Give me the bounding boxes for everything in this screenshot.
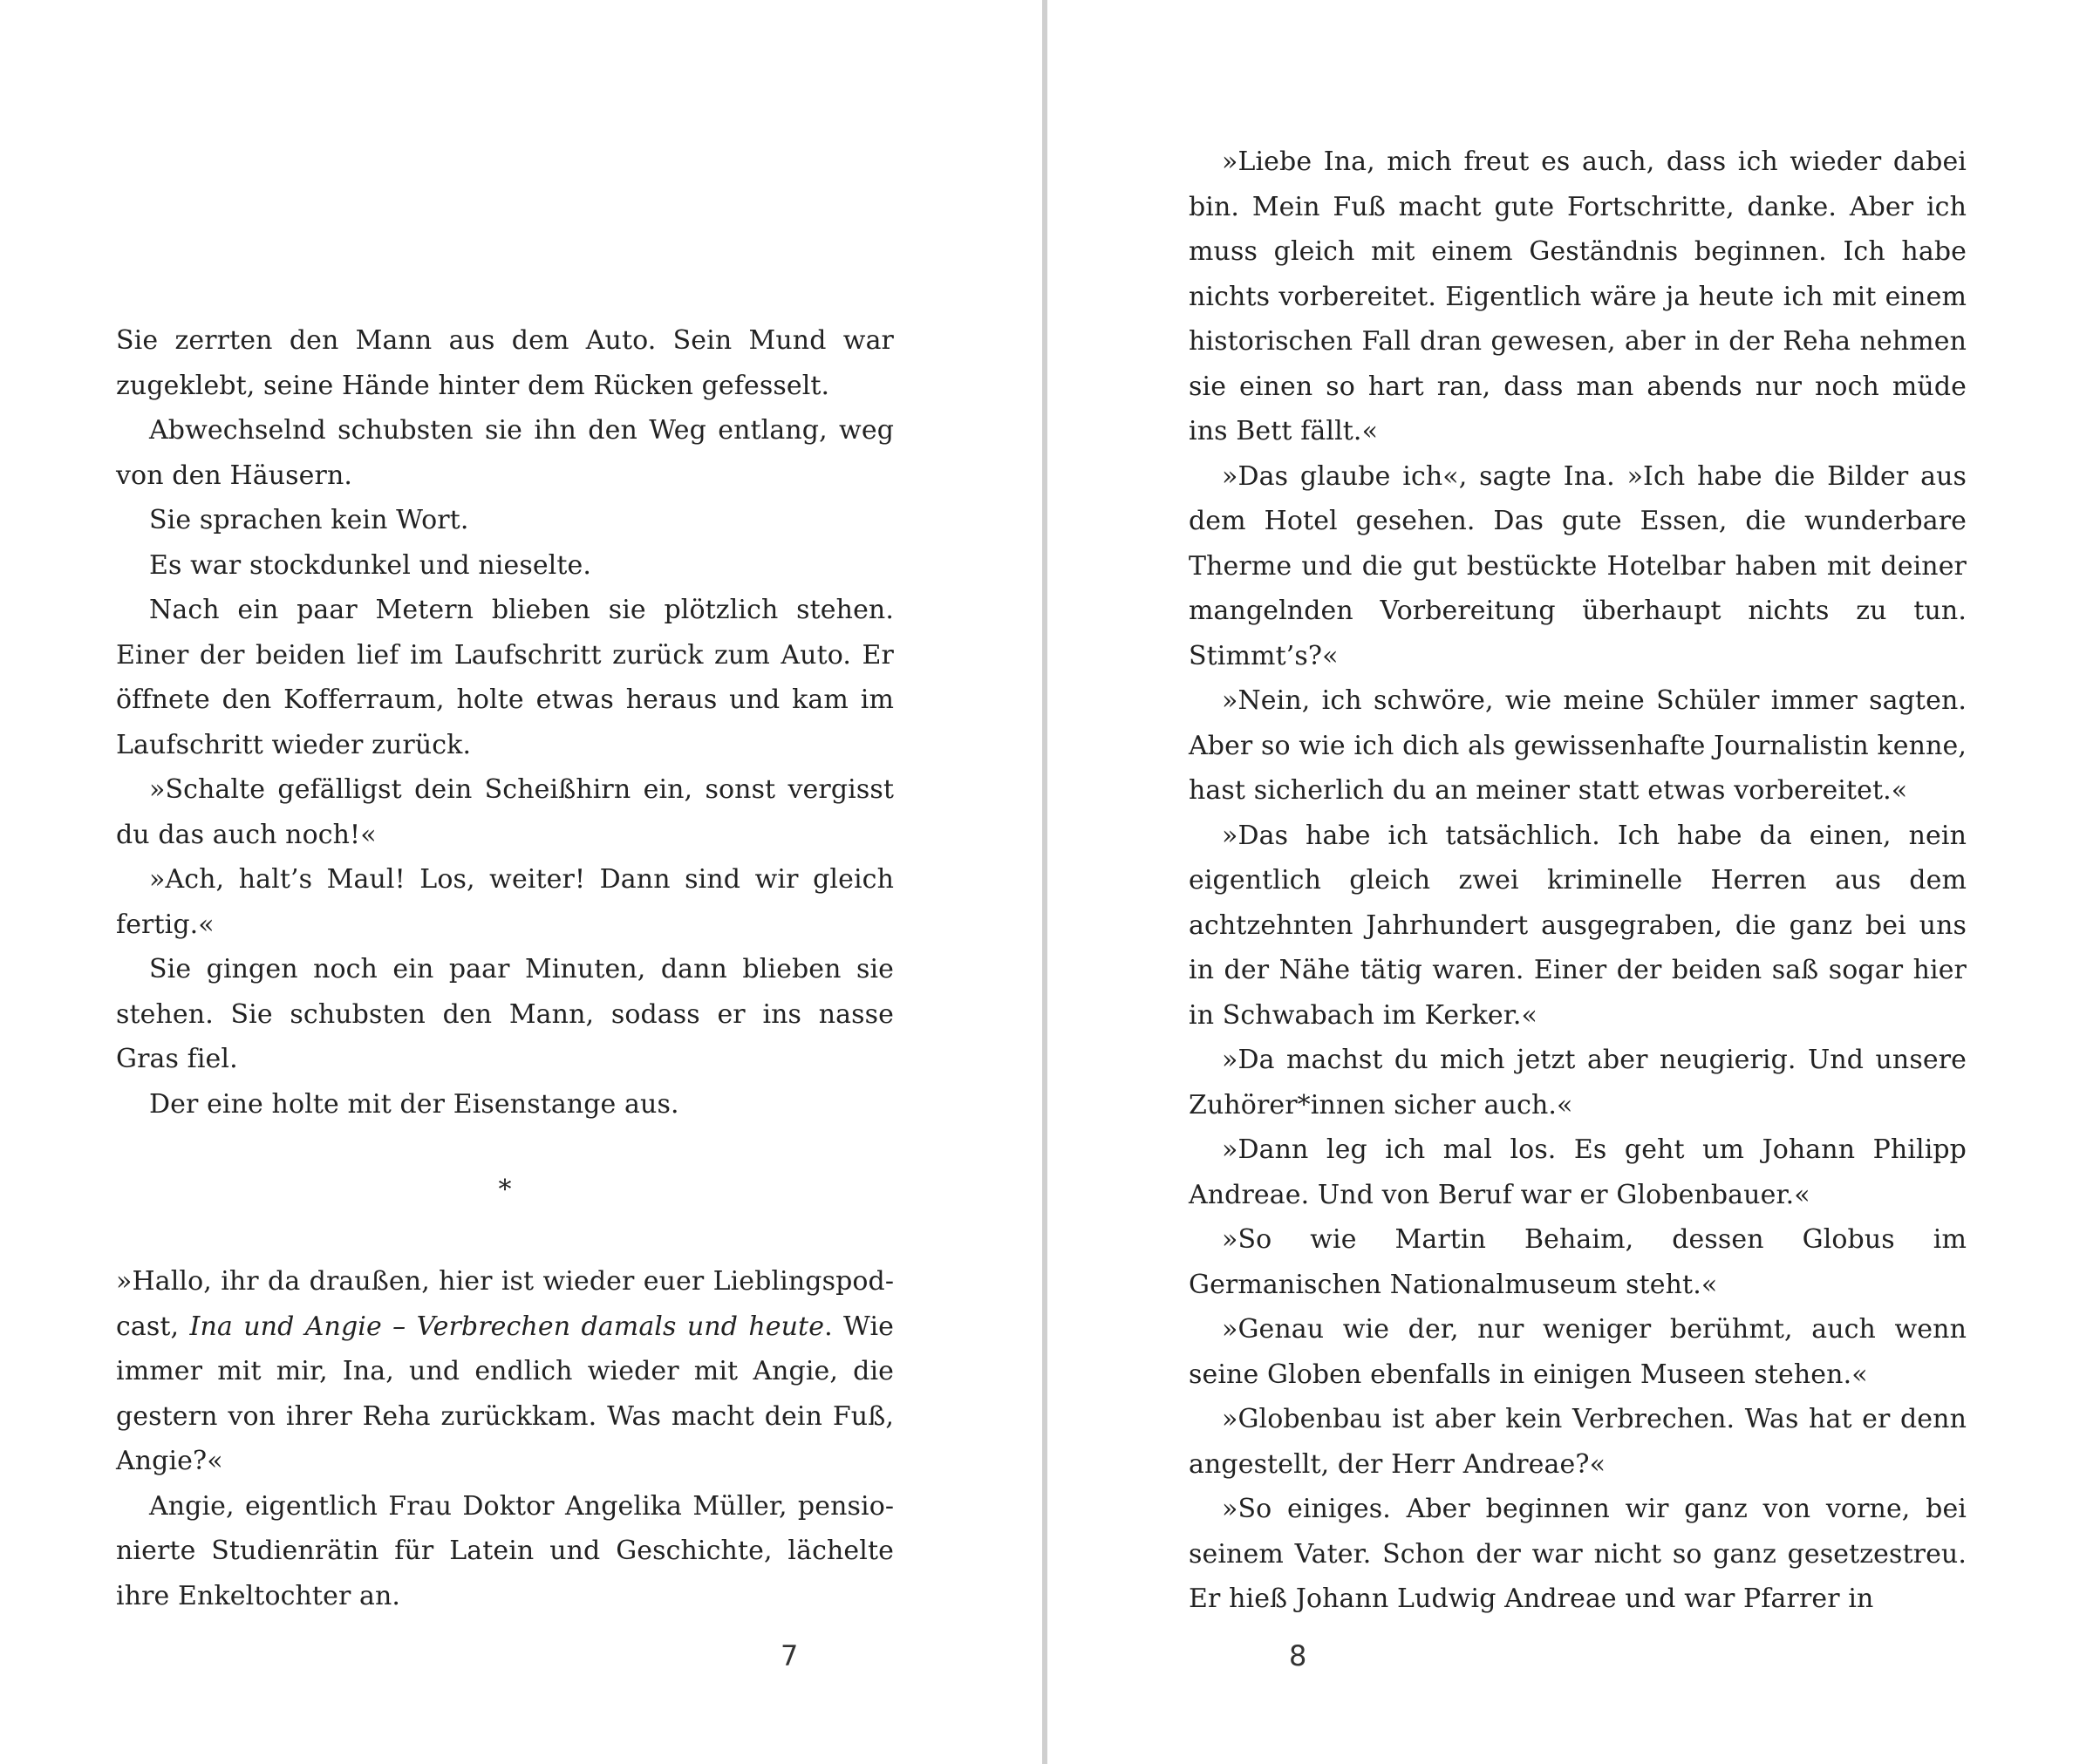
podcast-show-title: Ina und Angie – Verbrechen damals und heute [189, 1311, 825, 1342]
paragraph: Nach ein paar Metern blieben sie plötzlich stehen. Einer der beiden lief im Laufschritt zurück zum Auto. Er öffnete den Kofferraum, holte etwas heraus und kam im Laufschritt wieder zurück. [116, 595, 894, 760]
paragraph: »Dann leg ich mal los. Es geht um Johann Philipp Andreae. Und von Beruf war er Globenbauer.« [1189, 1134, 1967, 1210]
podcast-intro-after: . Wie immer mit mir, Ina, und endlich wieder mit Angie, die gestern von ihrer Reha zurückkam. Was macht dein Fuß, Angie?« [116, 1311, 895, 1476]
paragraph: Sie zerrten den Mann aus dem Auto. Sein Mund war zugeklebt, seine Hände hinter dem Rücken gefesselt. [116, 325, 894, 401]
left-page-text-bottom [116, 1259, 894, 1618]
paragraph: Angie, eigentlich Frau Doktor Angelika Müller, pensionierte Studienrätin für Latein und Geschichte, lächelte ihre Enkeltochter an. [116, 1490, 894, 1611]
right-page-text [1189, 140, 1967, 1622]
paragraph: »Globenbau ist aber kein Verbrechen. Was hat er denn angestellt, der Herr Andreae?« [1189, 1404, 1967, 1480]
paragraph: Abwechselnd schubsten sie ihn den Weg entlang, weg von den Häusern. [116, 415, 894, 491]
podcast-intro-before: »Hallo, ihr da draußen, hier ist wieder euer Lieblingspodcast, [116, 1266, 894, 1342]
scene-break-asterisk: * [498, 1175, 512, 1205]
paragraph: »So wie Martin Behaim, dessen Globus im Germanischen Nationalmuseum steht.« [1189, 1224, 1967, 1300]
page-number: 8 [1289, 1639, 1307, 1672]
paragraph: »Da machst du mich jetzt aber neugierig. Und unsere Zuhörer*innen sicher auch.« [1189, 1045, 1967, 1120]
paragraph: Es war stockdunkel und nieselte. [149, 549, 592, 581]
left-page-text-top [116, 318, 894, 1127]
paragraph: »Das habe ich tatsächlich. Ich habe da einen, nein eigentlich gleich zwei kriminelle Herren aus dem achtzehnten Jahrhundert ausgegraben, die ganz bei uns in der Nähe tätig waren. Einer der beiden saß sogar hier in Schwabach im Kerker.« [1189, 820, 1967, 1031]
paragraph: »Schalte gefälligst dein Scheißhirn ein, sonst vergisst du das auch noch!« [116, 774, 894, 850]
left-page [0, 0, 1042, 1764]
page-number: 7 [781, 1639, 799, 1672]
paragraph: »So einiges. Aber beginnen wir ganz von vorne, bei seinem Vater. Schon der war nicht so ganz gesetzestreu. Er hieß Johann Ludwig Andreae und war Pfarrer in [1189, 1494, 1967, 1614]
paragraph: »Ach, halt’s Maul! Los, weiter! Dann sind wir gleich fertig.« [116, 864, 894, 940]
paragraph: Sie sprachen kein Wort. [149, 505, 469, 535]
right-page [1047, 0, 2093, 1764]
paragraph: »Liebe Ina, mich freut es auch, dass ich wieder dabei bin. Mein Fuß macht gute Fortschritte, danke. Aber ich muss gleich mit einem Geständnis beginnen. Ich habe nichts vorbereitet. Eigentlich wäre ja heute ich mit einem historischen Fall dran gewesen, aber in der Reha nehmen sie einen so hart ran, dass man abends nur noch müde ins Bett fällt.« [1189, 146, 1967, 446]
paragraph: Sie gingen noch ein paar Minuten, dann blieben sie stehen. Sie schubsten den Mann, sodass er ins nasse Gras fiel. [116, 954, 894, 1074]
paragraph: »Nein, ich schwöre, wie meine Schüler immer sagten. Aber so wie ich dich als gewissenhafte Journalistin kenne, hast sicherlich du an meiner statt etwas vorbereitet.« [1189, 685, 1967, 806]
paragraph: Der eine holte mit der Eisenstange aus. [149, 1088, 679, 1120]
podcast-intro-paragraph [116, 1259, 894, 1484]
paragraph: »Genau wie der, nur weniger berühmt, auch wenn seine Globen ebenfalls in einigen Museen stehen.« [1189, 1314, 1967, 1390]
paragraph: »Das glaube ich«, sagte Ina. »Ich habe die Bilder aus dem Hotel gesehen. Das gute Essen, die wunderbare Therme und die gut bestückte Hotelbar haben mit deiner mangelnden Vorbereitung überhaupt nichts zu tun. Stimmt’s?« [1189, 460, 1967, 671]
